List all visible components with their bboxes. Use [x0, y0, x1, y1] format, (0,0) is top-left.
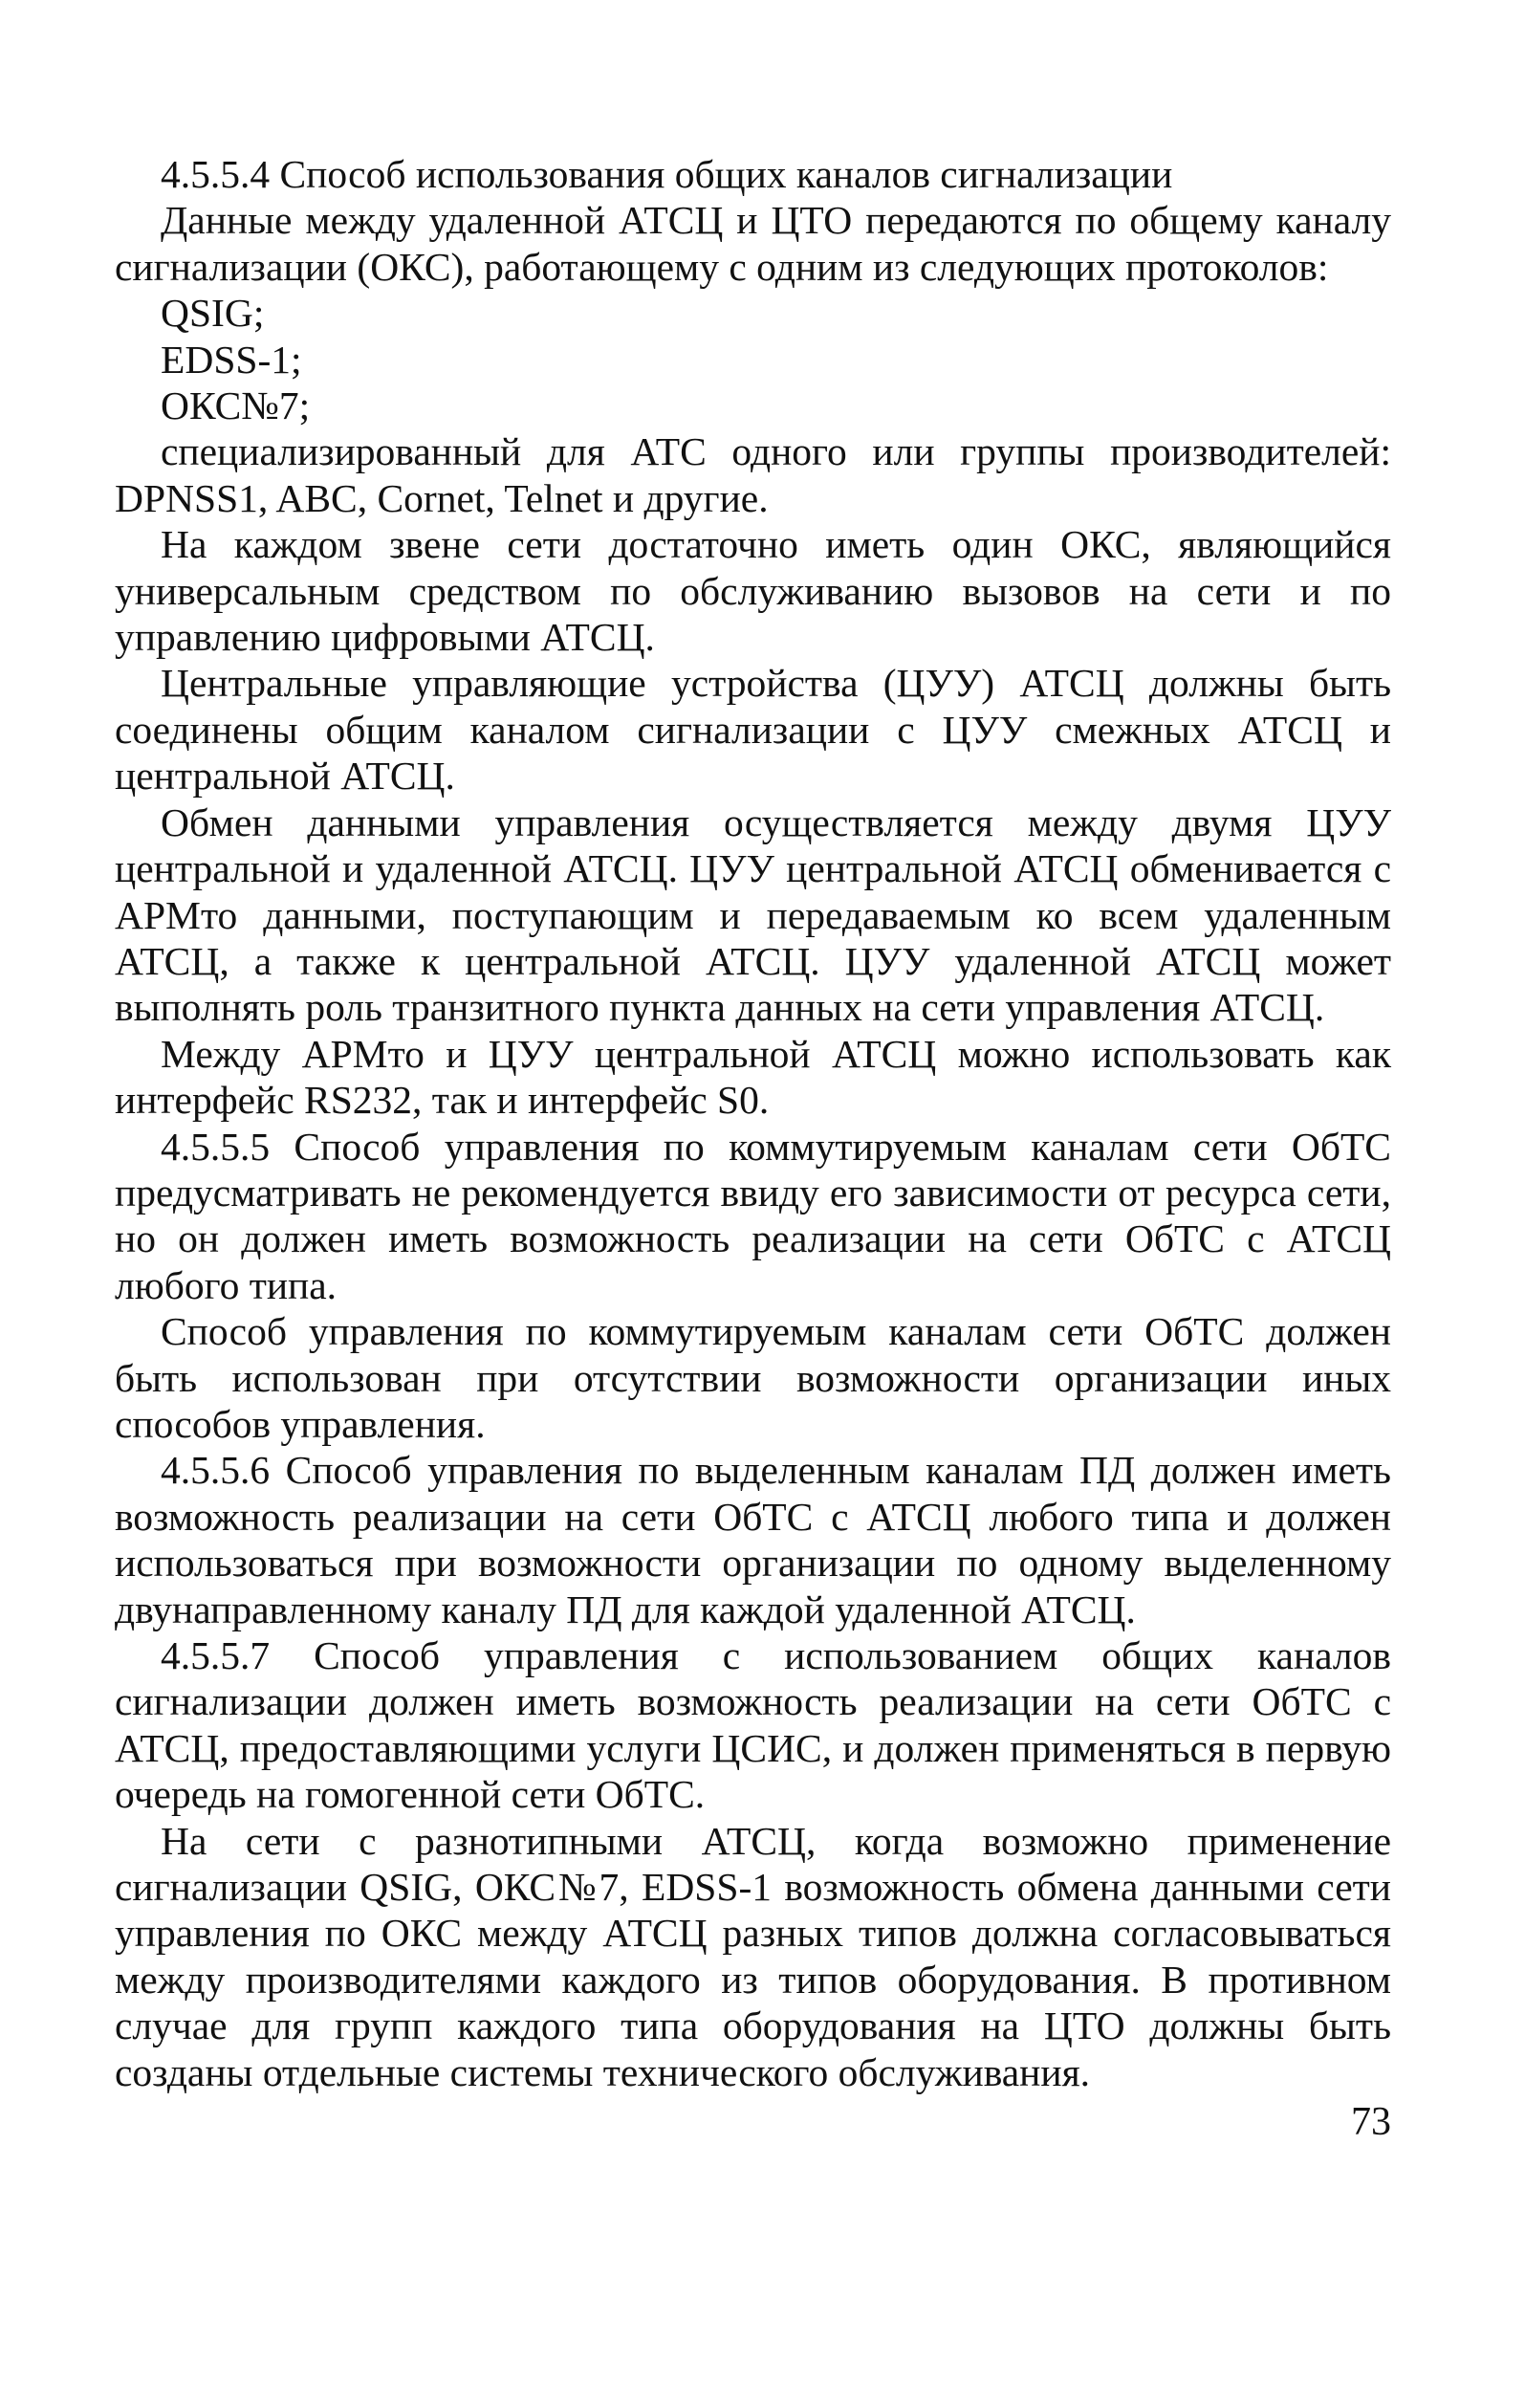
- section-paragraph-4-5-5-7: 4.5.5.7 Способ управления с использованием общих каналов сигнализации должен иметь возможность реализации на сети ОбТС с АТСЦ, предоставляющими услуги ЦСИС, и должен применяться в первую очередь на гомогенной сети ОбТС.: [115, 1633, 1391, 1817]
- paragraph: Способ управления по коммутируемым каналам сети ОбТС должен быть использован при отсутствии возможности организации иных способов управления.: [115, 1309, 1391, 1446]
- paragraph: Между АРМто и ЦУУ центральной АТСЦ можно использовать как интерфейс RS232, так и интерфейс S0.: [115, 1031, 1391, 1123]
- protocol-list-item: ОКС№7;: [161, 383, 311, 428]
- section-heading-4-5-5-4: 4.5.5.4 Способ использования общих каналов сигнализации: [161, 152, 1173, 196]
- paragraph: Центральные управляющие устройства (ЦУУ) АТСЦ должны быть соединены общим каналом сигнализации с ЦУУ смежных АТСЦ и центральной АТСЦ.: [115, 661, 1391, 799]
- paragraph: Данные между удаленной АТСЦ и ЦТО передаются по общему каналу сигнализации (ОКС), работающему с одним из следующих протоколов:: [115, 198, 1391, 289]
- body-text: [115, 151, 1391, 2095]
- protocol-list-item: QSIG;: [161, 291, 265, 336]
- page-number: 73: [1351, 2100, 1391, 2144]
- protocol-list-item: EDSS-1;: [161, 337, 302, 382]
- paragraph: На сети с разнотипными АТСЦ, когда возможно применение сигнализации QSIG, ОКС№7, EDSS-1 возможность обмена данными сети управления по ОКС между АТСЦ разных типов должна согласовываться между производителями каждого из типов оборудования. В противном случае для групп каждого типа оборудования на ЦТО должны быть созданы отдельные системы технического обслуживания.: [115, 1818, 1391, 2094]
- protocol-list-item: специализированный для АТС одного или группы производителей: DPNSS1, ABC, Cornet, Telnet и другие.: [115, 429, 1391, 520]
- section-paragraph-4-5-5-5: 4.5.5.5 Способ управления по коммутируемым каналам сети ОбТС предусматривать не рекомендуется ввиду его зависимости от ресурса сети, но он должен иметь возможность реализации на сети ОбТС с АТСЦ любого типа.: [115, 1124, 1391, 1307]
- section-paragraph-4-5-5-6: 4.5.5.6 Способ управления по выделенным каналам ПД должен иметь возможность реализации на сети ОбТС с АТСЦ любого типа и должен использоваться при возможности организации по одному выделенному двунаправленному каналу ПД для каждой удаленной АТСЦ.: [115, 1448, 1391, 1631]
- paragraph: Обмен данными управления осуществляется между двумя ЦУУ центральной и удаленной АТСЦ. ЦУУ центральной АТСЦ обменивается с АРМто данными, поступающим и передаваемым ко всем удаленным АТСЦ, а также к центральной АТСЦ. ЦУУ удаленной АТСЦ может выполнять роль транзитного пункта данных на сети управления АТСЦ.: [115, 799, 1391, 1030]
- paragraph: На каждом звене сети достаточно иметь один ОКС, являющийся универсальным средством по обслуживанию вызовов на сети и по управлению цифровыми АТСЦ.: [115, 522, 1391, 660]
